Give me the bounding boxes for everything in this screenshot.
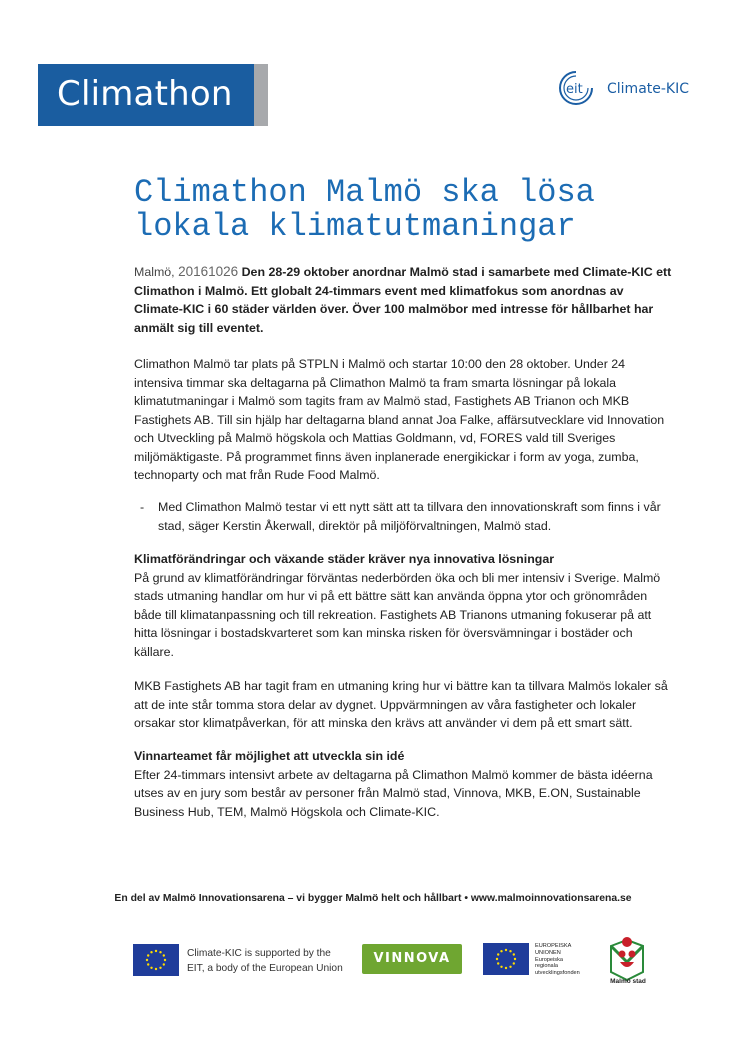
eu-fund-line-4: regionala — [535, 963, 559, 970]
eit-support-text — [187, 946, 343, 976]
eu-fund-line-2: UNIONEN — [535, 949, 561, 956]
heading-2: Vinnarteamet får möjlighet att utveckla sin idé — [134, 749, 405, 763]
section-1 — [134, 550, 674, 661]
quote-paragraph: Med Climathon Malmö testar vi ett nytt sätt att ta tillvara den innovationskraft som finns i vår stad, säger Kerstin Åkerwall, direktör på miljöförvaltningen, Malmö stad. — [158, 500, 661, 533]
eit-support-line-1: Climate-KIC is supported by the — [187, 948, 331, 959]
vinnova-logo-text: VINNOVA — [373, 951, 451, 966]
eit-mark: eit — [566, 82, 583, 97]
eu-fund-line-3: Europeiska — [535, 956, 563, 963]
logo-grey-strip — [254, 64, 268, 126]
climate-kic-name: Climate-KIC — [607, 81, 690, 97]
eit-support-line-2: EIT, a body of the European Union — [187, 963, 343, 974]
paragraph-3: MKB Fastighets AB har tagit fram en utmaning kring hur vi bättre kan ta tillvara Malmös lokaler så att de inte står tomma stora delar av dygnet. Uppvärmningen av våra fastigheter och lokaler orsakar stor klimatpåverkan, för att minska den krävs att använder vi dem på ett smart sätt. — [134, 679, 668, 730]
paragraph-1: Climathon Malmö tar plats på STPLN i Malmö och startar 10:00 den 28 oktober. Under 24 intensiva timmar ska deltagarna på Climathon Malmö ta fram smarta lösningar på lokala klimatutmaningar i Malmö som tagits fram av Malmö stad, Fastighets AB Trianon och MKB Fastighets AB. Till sin hjälp har deltagarna bland annat Joa Falke, affärsutvecklare vid Innovation och Utveckling på Malmö högskola och Mattias Goldmann, vd, FORES vald till Sveriges miljömäktigaste. På programmet finns även inplanerade energikickar i form av yoga, zumba, technoparty och mat från Rude Food Malmö. — [134, 357, 665, 482]
eit-climate-kic-logo — [555, 70, 715, 110]
paragraph-2: På grund av klimatförändringar förväntas nederbörden öka och bli mer intensiv i Sverige. Malmö stads utmaning handlar om hur vi på ett bättre sätt kan använda öppna ytor och grönområden både till klimatanpassning och till rekreation. Fastighets AB Trianons utmaning fokuserar på att hitta lösningar i bostadskvarteret som kan minska risken för översvämningar i bostäder och källare. — [134, 570, 661, 659]
climathon-logo — [38, 64, 268, 126]
quote-dash: - — [140, 500, 145, 514]
vinnova-logo — [362, 944, 462, 974]
paragraph-4: Efter 24-timmars intensivt arbete av deltagarna på Climathon Malmö kommer de bästa idéerna utses av en jury som består av personer från Malmö stad, Vinnova, MKB, E.ON, Sustainable Business Hub, TEM, Malmö Högskola och Climate-KIC. — [134, 767, 653, 819]
lead-date: 20161026 — [178, 264, 239, 279]
lead-paragraph — [134, 263, 674, 337]
eu-flag-icon — [133, 944, 179, 976]
eu-fund-line-1: EUROPEISKA — [535, 943, 572, 949]
malmo-stad-crest-icon — [605, 932, 649, 984]
eu-fund-text — [535, 943, 580, 977]
climathon-logo-text: Climathon — [57, 74, 233, 114]
eu-fund-flag-icon — [483, 943, 529, 975]
eit-circle-icon — [555, 70, 597, 106]
footer-tagline: En del av Malmö Innovationsarena – vi bygger Malmö helt och hållbart • www.malmoinnovationsarena.se — [114, 893, 632, 904]
lead-place: Malmö, — [134, 265, 175, 279]
lead-text: Den 28-29 oktober anordnar Malmö stad i samarbete med Climate-KIC ett Climathon i Malmö. Ett globalt 24-timmars event med klimatfokus som anordnas av Climate-KIC i 60 städer världen över. Över 100 malmöbor med intresse för hållbarhet har anmält sig till eventet. — [134, 265, 672, 335]
section-2 — [134, 747, 674, 821]
malmo-stad-text: Malmö stad — [610, 978, 646, 985]
heading-1: Klimatförändringar och växande städer kräver nya innovativa lösningar — [134, 552, 555, 566]
article-title: Climathon Malmö ska lösa lokala klimatutmaningar — [134, 174, 595, 245]
eu-fund-line-5: utvecklingsfonden — [535, 970, 580, 977]
